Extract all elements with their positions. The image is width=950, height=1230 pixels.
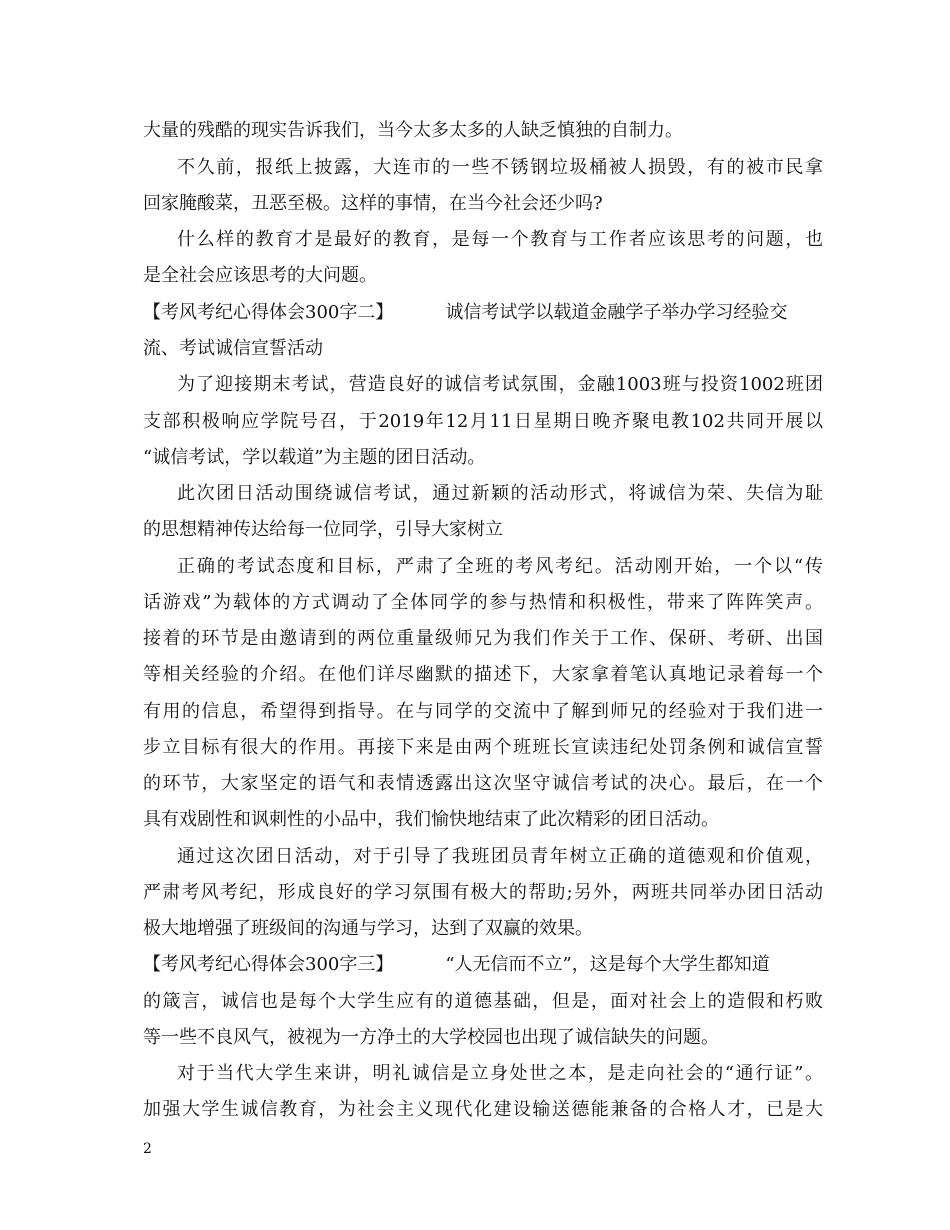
body-line: 此次团日活动围绕诚信考试，通过新颖的活动形式，将诚信为荣、失信为耻 — [177, 483, 823, 504]
page-number: 2 — [143, 1141, 152, 1157]
body-line: 正确的考试态度和目标，严肃了全班的考风考纪。活动刚开始，一个以“传 — [177, 556, 823, 577]
body-line: 流、考试诚信宣誓活动 — [143, 338, 323, 359]
body-line: 等一些不良风气，被视为一方净土的大学校园也出现了诚信缺失的问题。 — [143, 1027, 719, 1048]
body-line: 加强大学生诚信教育，为社会主义现代化建设输送德能兼备的合格人才，已是大 — [143, 1099, 823, 1120]
section-heading-3-text: “人无信而不立”，这是每个大学生都知道 — [445, 954, 770, 975]
body-line: 不久前，报纸上披露，大连市的一些不锈钢垃圾桶被人损毁，有的被市民拿 — [177, 157, 823, 178]
body-line: 是全社会应该思考的大问题。 — [143, 265, 377, 286]
body-line: 的思想精神传达给每一位同学，引导大家树立 — [143, 519, 503, 540]
body-line: 通过这次团日活动，对于引导了我班团员青年树立正确的道德观和价值观， — [177, 846, 823, 867]
body-line: 的环节，大家坚定的语气和表情透露出这次坚守诚信考试的决心。最后，在一个 — [143, 773, 823, 794]
body-line: 话游戏”为载体的方式调动了全体同学的参与热情和积极性，带来了阵阵笑声。 — [143, 592, 823, 613]
body-line: 什么样的教育才是最好的教育，是每一个教育与工作者应该思考的问题，也 — [177, 229, 823, 250]
body-line: 支部积极响应学院号召，于2019年12月11日星期日晚齐聚电教102共同开展以 — [143, 411, 823, 432]
section-heading-2 — [143, 301, 823, 325]
section-heading-3 — [143, 953, 823, 977]
body-line: 极大地增强了班级间的沟通与学习，达到了双赢的效果。 — [143, 918, 593, 939]
section-heading-2-text: 诚信考试学以载道金融学子举办学习经验交 — [445, 302, 788, 323]
body-line: 严肃考风考纪，形成良好的学习氛围有极大的帮助;另外，两班共同举办团日活动 — [143, 882, 823, 903]
section-heading-2-title: 【考风考纪心得体会300字二】 — [143, 302, 394, 323]
body-line: “诚信考试，学以载道”为主题的团日活动。 — [143, 447, 486, 468]
section-heading-3-title: 【考风考纪心得体会300字三】 — [143, 954, 394, 975]
body-line: 接着的环节是由邀请到的两位重量级师兄为我们作关于工作、保研、考研、出国 — [143, 628, 823, 649]
body-line: 步立目标有很大的作用。再接下来是由两个班班长宣读违纪处罚条例和诚信宣誓 — [143, 737, 823, 758]
body-line: 大量的残酷的现实告诉我们，当今太多太多的人缺乏慎独的自制力。 — [143, 120, 683, 141]
body-line: 有用的信息，希望得到指导。在与同学的交流中了解到师兄的经验对于我们进一 — [143, 701, 823, 722]
body-line: 具有戏剧性和讽刺性的小品中，我们愉快地结束了此次精彩的团日活动。 — [143, 809, 719, 830]
body-line: 为了迎接期末考试，营造良好的诚信考试氛围，金融1003班与投资1002班团 — [177, 374, 823, 395]
body-line: 的箴言，诚信也是每个大学生应有的道德基础，但是，面对社会上的造假和朽败 — [143, 991, 823, 1012]
body-line: 对于当代大学生来讲，明礼诚信是立身处世之本，是走向社会的“通行证”。 — [177, 1063, 823, 1084]
body-line: 等相关经验的介绍。在他们详尽幽默的描述下，大家拿着笔认真地记录着每一个 — [143, 664, 823, 685]
body-line: 回家腌酸菜，丑恶至极。这样的事情，在当今社会还少吗? — [143, 193, 603, 214]
